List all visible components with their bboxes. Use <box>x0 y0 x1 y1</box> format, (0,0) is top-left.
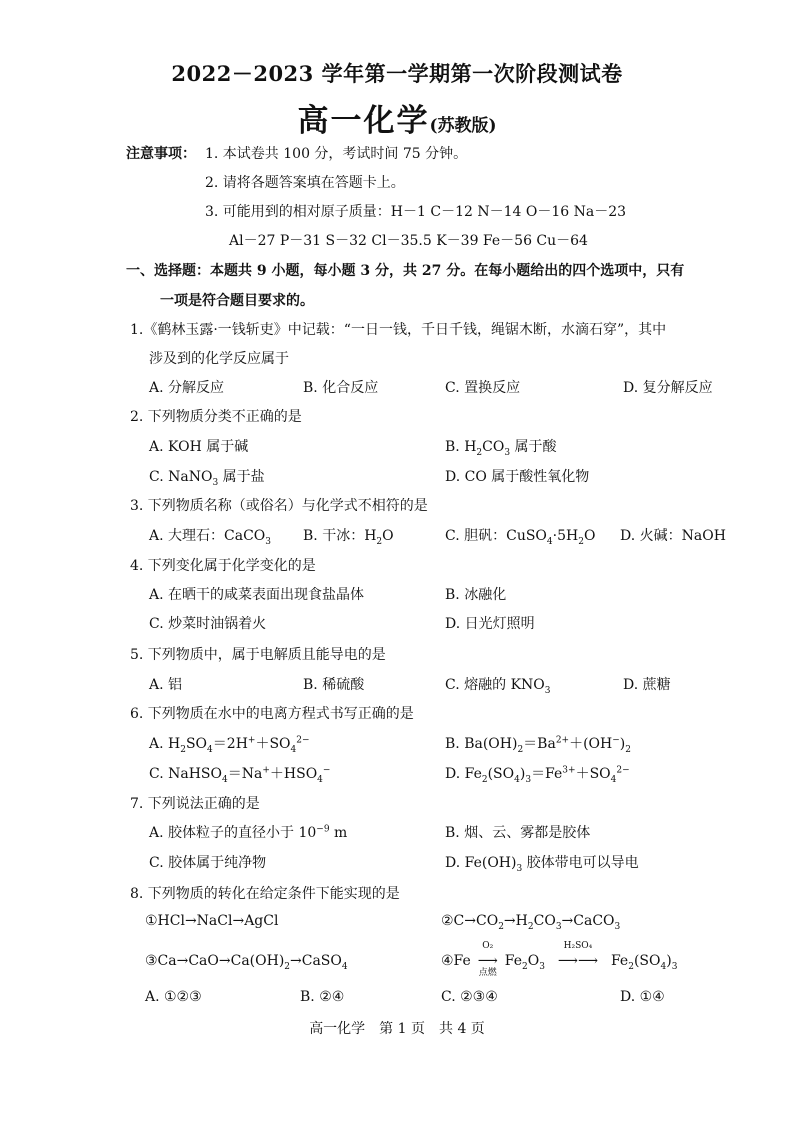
q1-option-d: D. 复分解反应 <box>623 380 713 396</box>
reaction-arrow-1: ⟶ <box>477 953 498 969</box>
q5-option-a: A. 铝 <box>149 677 183 693</box>
q7-option-c: C. 胶体属于纯净物 <box>149 855 267 871</box>
q2-option-b: B. $H_2CO_3$ 属于酸 <box>445 439 557 458</box>
subject-heading <box>0 95 794 140</box>
q8-reaction-3: $③Ca\to CaO\to Ca(OH)_2\to CaSO_4$ <box>145 953 348 972</box>
page-footer: 高一化学 第 1 页 共 4 页 <box>309 1021 485 1037</box>
notice-item-1: 1. 本试卷共 100 分，考试时间 75 分钟。 <box>205 146 468 162</box>
question-8-stem: 8. 下列物质的转化在给定条件下能实现的是 <box>130 886 400 902</box>
reaction-arrow-2: ⟶⟶ <box>557 953 599 969</box>
notice-item-3: 3. 可能用到的相对原子质量：H－1 C－12 N－14 O－16 Na－23 <box>205 204 627 220</box>
q6-option-a: A. $H_2SO_4=2H^++SO_4^{2-}$ <box>149 735 310 755</box>
q8-reaction-1: ①HCl→NaCl→AgCl <box>145 913 279 929</box>
q2-option-c: C. NaNO$_3$ 属于盐 <box>149 469 265 488</box>
question-1-stem: 1.《鹤林玉露·一钱斩吏》中记载：“一日一钱，千日千钱，绳锯木断，水滴石穿”，其中 <box>130 322 667 338</box>
q1-option-b: B. 化合反应 <box>303 380 379 396</box>
q6-option-c: C. $NaHSO_4=Na^++HSO_4^-$ <box>149 765 331 785</box>
q8-option-d: D. ①④ <box>620 989 665 1005</box>
exam-title: 2022－2023 学年第一学期第一次阶段测试卷 <box>171 61 623 86</box>
q7-option-a: A. 胶体粒子的直径小于 $10^{-9}$ m <box>149 824 348 841</box>
arrow-condition-sulfuric-acid: H₂SO₄ <box>563 941 593 951</box>
subject-name: 高一化学 <box>297 103 430 139</box>
q7-option-d: D. $Fe(OH)_3$ 胶体带电可以导电 <box>445 855 639 874</box>
arrow-condition-oxygen: O₂ <box>482 941 494 951</box>
edition-label: (苏教版) <box>429 116 497 136</box>
q3-option-b: B. 干冰：$H_2O$ <box>303 528 394 547</box>
question-3-stem: 3. 下列物质名称（或俗名）与化学式不相符的是 <box>130 498 428 514</box>
section-heading: 一、选择题：本题共 9 小题，每小题 3 分，共 27 分。在每小题给出的四个选项中，只有 <box>126 263 685 279</box>
question-4-stem: 4. 下列变化属于化学变化的是 <box>130 558 316 574</box>
notice-label: 注意事项： <box>126 146 196 162</box>
section-heading-cont: 一项是符合题目要求的。 <box>160 293 314 309</box>
q8-option-b: B. ②④ <box>300 989 345 1005</box>
q6-option-d: D. $Fe_2(SO_4)_3=Fe^{3+}+SO_4^{2-}$ <box>445 765 630 785</box>
q3-option-a: A. 大理石：CaCO$_3$ <box>149 528 271 547</box>
question-6-stem: 6. 下列物质在水中的电离方程式书写正确的是 <box>130 706 414 722</box>
q4-option-a: A. 在晒干的咸菜表面出现食盐晶体 <box>149 587 365 603</box>
q6-option-b: B. $Ba(OH)_2=Ba^{2+}+(OH^-)_2$ <box>445 735 631 755</box>
question-5-stem: 5. 下列物质中，属于电解质且能导电的是 <box>130 647 386 663</box>
q2-option-d: D. CO 属于酸性氧化物 <box>445 469 590 485</box>
q1-option-c: C. 置换反应 <box>445 380 521 396</box>
q4-option-c: C. 炒菜时油锅着火 <box>149 616 267 632</box>
notice-item-2: 2. 请将各题答案填在答题卡上。 <box>205 175 405 191</box>
q5-option-b: B. 稀硫酸 <box>303 677 365 693</box>
q8-option-c: C. ②③④ <box>441 989 498 1005</box>
q4-option-b: B. 冰融化 <box>445 587 507 603</box>
q8-reaction-2: $②C\to CO_2\to H_2CO_3\to CaCO_3$ <box>441 913 621 932</box>
q3-option-c: C. 胆矾：$CuSO_4\cdot 5H_2O$ <box>445 528 596 547</box>
notice-item-3-cont: Al－27 P－31 S－32 Cl－35.5 K－39 Fe－56 Cu－64 <box>229 233 588 249</box>
q2-option-a: A. KOH 属于碱 <box>149 439 249 455</box>
question-2-stem: 2. 下列物质分类不正确的是 <box>130 409 302 425</box>
q7-option-b: B. 烟、云、雾都是胶体 <box>445 825 591 841</box>
q4-option-d: D. 日光灯照明 <box>445 616 535 632</box>
q3-option-d: D. 火碱：NaOH <box>620 528 726 544</box>
arrow-condition-ignite: 点燃 <box>478 968 497 978</box>
question-1-stem-cont: 涉及到的化学反应属于 <box>149 351 289 367</box>
q5-option-c: C. 熔融的 $KNO_3$ <box>445 677 551 696</box>
q8-option-a: A. ①②③ <box>145 989 202 1005</box>
question-7-stem: 7. 下列说法正确的是 <box>130 796 260 812</box>
q5-option-d: D. 蔗糖 <box>623 677 671 693</box>
q1-option-a: A. 分解反应 <box>149 380 225 396</box>
q8-reaction-4: ④Fe O₂ ⟶ 点燃 $Fe_2O_3$ H₂SO₄ ⟶⟶ $Fe_2(SO_4)_3$ <box>441 941 678 978</box>
